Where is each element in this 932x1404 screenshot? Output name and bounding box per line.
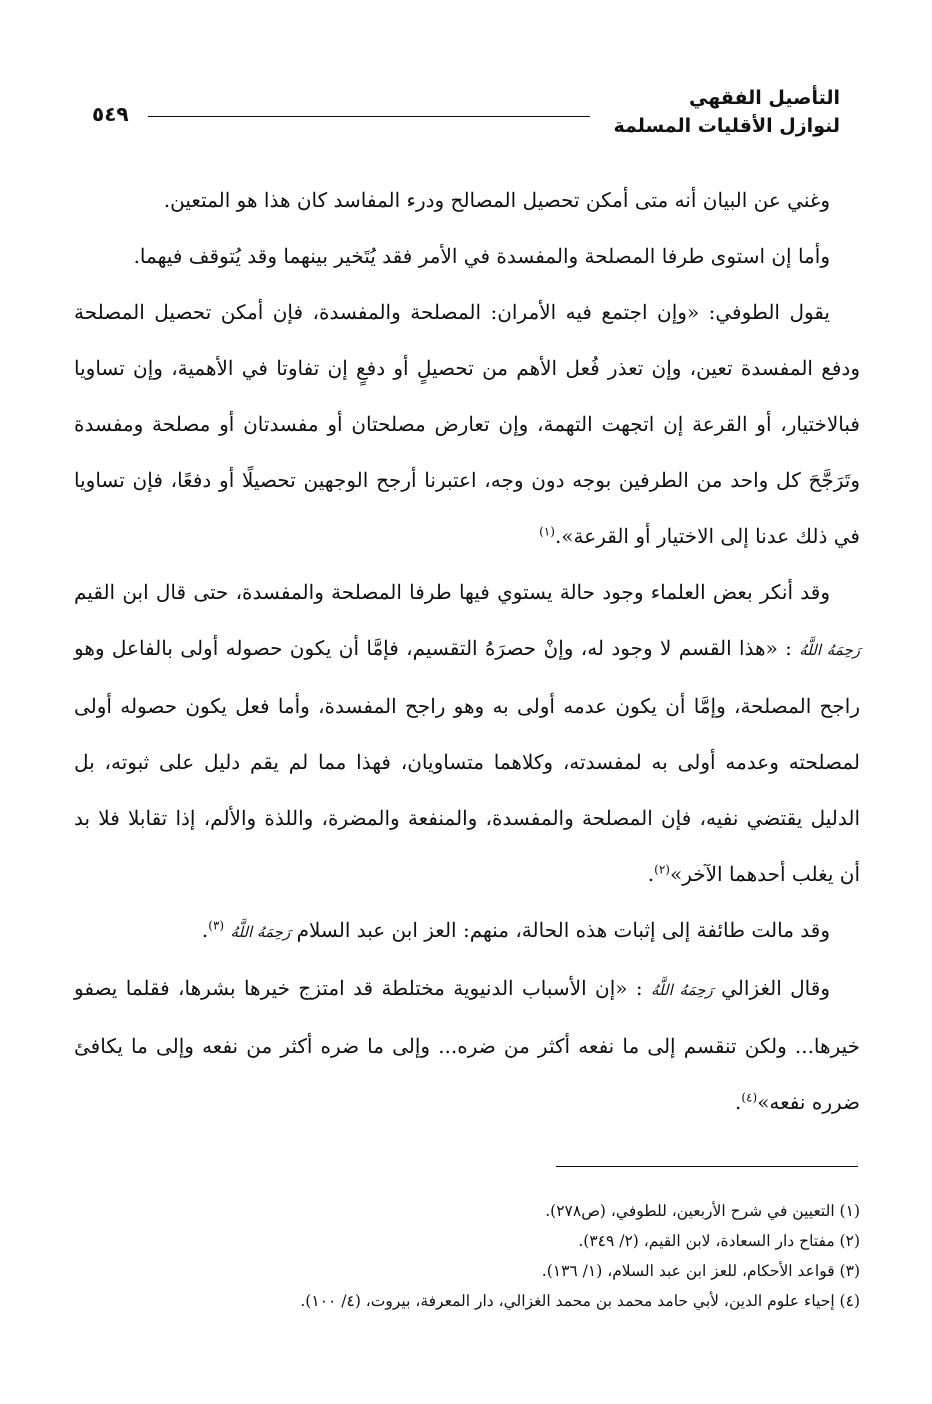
- paragraph-end: .: [735, 1090, 742, 1114]
- footnote-ref: (١): [539, 524, 555, 539]
- paragraph: [74, 564, 860, 902]
- paragraph-end: .: [647, 862, 655, 886]
- honorific-glyph: رَحِمَهُ اللَّهُ: [650, 981, 713, 999]
- paragraph: [74, 902, 860, 960]
- running-header-title: [580, 84, 840, 140]
- header-title-line-2: لنوازل الأقليات المسلمة: [613, 115, 840, 137]
- paragraph: [74, 284, 860, 564]
- page-number: ٥٤٩: [92, 102, 129, 126]
- paragraph: [74, 172, 860, 228]
- footnote: (٤) إحياء علوم الدين، لأبي حامد محمد بن محمد الغزالي، دار المعرفة، بيروت، (٤/ ١٠٠).: [300, 1292, 860, 1310]
- paragraph-text: : «إن الأسباب الدنيوية مختلطة قد امتزج خيرها بشرها، فقلما يصفو خيرها... ولكن تنقسم إلى ما نفعه أكثر من ضره... وإلى ما ضره أكثر من نفعه وإلى ما يكافئ ضرره نفعه»: [74, 976, 860, 1114]
- footnote: (٢) مفتاح دار السعادة، لابن القيم، (٢/ ٣٤٩).: [578, 1232, 860, 1250]
- footnote: (١) التعيين في شرح الأربعين، للطوفي، (ص٢٧٨).: [545, 1202, 860, 1220]
- paragraph-text: وقد أنكر بعض العلماء وجود حالة يستوي فيها طرفا المصلحة والمفسدة، حتى قال ابن القيم: [74, 580, 830, 604]
- body-text: [74, 172, 860, 1130]
- honorific-glyph: رَحِمَهُ اللَّهُ: [230, 923, 291, 941]
- header-rule: [148, 116, 590, 117]
- footnote-rule: [556, 1166, 858, 1167]
- paragraph-text: : «هذا القسم لا وجود له، وإنْ حصرَهُ التقسيم، فإمَّا أن يكون حصوله أولى بالفاعل وهو راجح المصلحة، وإمَّا أن يكون عدمه أولى به وهو راجح المفسدة، وأما فعل يكون حصوله أولى لمصلحته وعدمه أولى به لمفسدته، وكلاهما متساويان، فهذا مما لم يقم دليل على ثبوته، بل الدليل يقتضي نفيه، فإن المصلحة والمفسدة، والمنفعة والمضرة، واللذة والألم، إذا تقابلا فلا بد أن يغلب أحدهما الآخر»: [74, 636, 860, 886]
- footnote-ref: (٢): [654, 862, 670, 877]
- paragraph: [74, 228, 860, 284]
- paragraph-text: وغني عن البيان أنه متى أمكن تحصيل المصالح ودرء المفاسد كان هذا هو المتعين.: [163, 188, 830, 212]
- paragraph-text: وأما إن استوى طرفا المصلحة والمفسدة في الأمر فقد يُتَخير بينهما وقد يُتوقف فيهما.: [133, 244, 830, 268]
- paragraph-text: وقال الغزالي: [721, 976, 830, 1000]
- paragraph-text: يقول الطوفي: «وإن اجتمع فيه الأمران: المصلحة والمفسدة، فإن أمكن تحصيل المصلحة ودفع المفسدة تعين، وإن تعذر فُعل الأهم من تحصيلٍ أو دفعٍ إن تفاوتا في الأهمية، وإن تساويا فبالاختيار، أو القرعة إن اتجهت التهمة، وإن تعارض مصلحتان أو مفسدتان أو مصلحة ومفسدة وتَرَجَّحَ كل واحد من الطرفين بوجه دون وجه، اعتبرنا أرجح الوجهين تحصيلًا أو دفعًا، فإن تساويا في ذلك عدنا إلى الاختيار أو القرعة».: [74, 300, 860, 548]
- header-title-line-1: التأصيل الفقهي: [689, 87, 840, 109]
- footnote: (٣) قواعد الأحكام، للعز ابن عبد السلام، (١/ ١٣٦).: [541, 1262, 860, 1280]
- footnotes: [74, 1196, 860, 1316]
- footnote-ref: (٤): [741, 1090, 758, 1105]
- paragraph-text: وقد مالت طائفة إلى إثبات هذه الحالة، منهم: العز ابن عبد السلام: [296, 918, 830, 942]
- honorific-glyph: رَحِمَهُ اللَّهُ: [799, 641, 860, 659]
- paragraph-end: .: [201, 918, 209, 942]
- paragraph: [74, 960, 860, 1130]
- footnote-ref: (٣): [208, 918, 225, 933]
